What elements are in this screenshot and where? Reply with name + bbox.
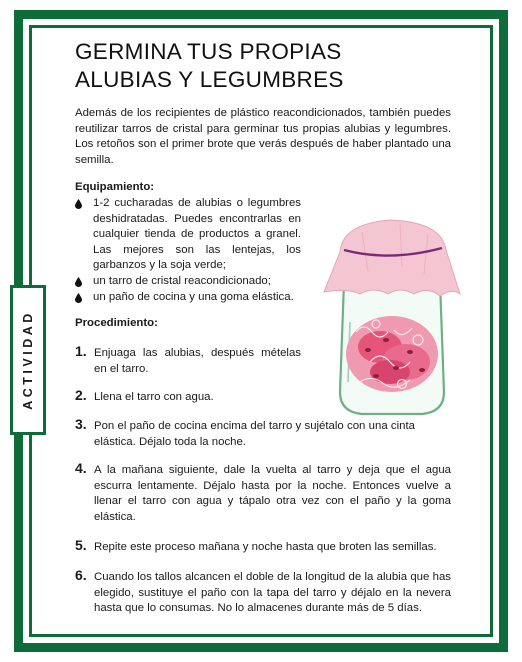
step-number: 5. [75,537,87,553]
droplet-icon [75,277,82,287]
equipment-list [75,196,301,305]
step-text: Llena el tarro con agua. [94,391,214,403]
procedure-step [75,537,451,556]
procedure-step [75,387,301,406]
title-line-2: ALUBIAS Y LEGUMBRES [75,67,344,92]
step-number: 4. [75,460,87,476]
procedure-step [75,567,451,617]
droplet-icon [75,293,82,303]
equipment-item-text: 1-2 cucharadas de alubias o legumbres deshidratadas. Puedes encontrarlas en cualquier tienda de productos a granel. Las mejores son las lentejas, los garbanzos y la soja verde; [93,197,301,272]
step-text: Cuando los tallos alcancen el doble de la longitud de la alubia que has elegido, sustituye el paño con la tapa del tarro y déjalo en la nevera hasta que lo consumas. No lo almacenes durante más de 5 días. [94,571,451,615]
step-number: 2. [75,387,87,403]
procedure-step [75,416,415,450]
step-text: A la mañana siguiente, dale la vuelta al tarro y deja que el agua escurra lentamente. Déjalo hasta por la noche. Entonces vuelve a llenar el tarro con agua y tápalo otra vez con el paño y la goma elástica. [94,464,451,523]
list-item [75,196,301,274]
procedure-step [75,460,451,525]
page-title [75,38,435,94]
side-tab [10,285,46,435]
intro-paragraph: Además de los recipientes de plástico reacondicionados, también puedes reutilizar tarros de cristal para germinar tus propias alubias y legumbres. Los retoños son el primer brote que verás después de haber plantado una semilla. [75,107,451,166]
equipment-item-text: un paño de cocina y una goma elástica. [93,290,294,303]
side-tab-label: ACTIVIDAD [21,310,35,410]
step-number: 6. [75,567,87,583]
procedure-heading: Procedimiento: [75,317,158,329]
step-number: 1. [75,343,87,359]
list-item [75,274,301,290]
equipment-item-text: un tarro de cristal reacondicionado; [93,274,271,287]
list-item [75,290,301,306]
step-text: Repite este proceso mañana y noche hasta que broten las semillas. [94,541,437,553]
step-number: 3. [75,416,87,432]
step-text: Pon el paño de cocina encima del tarro y sujétalo con una cinta elástica. Déjalo toda la noche. [94,420,415,448]
title-line-1: GERMINA TUS PROPIAS [75,39,342,64]
droplet-icon [75,199,82,209]
procedure-step [75,343,301,377]
jar-with-sprouts-icon [310,212,470,422]
equipment-heading: Equipamiento: [75,181,155,193]
step-text: Enjuaga las alubias, después mételas en el tarro. [94,347,301,375]
